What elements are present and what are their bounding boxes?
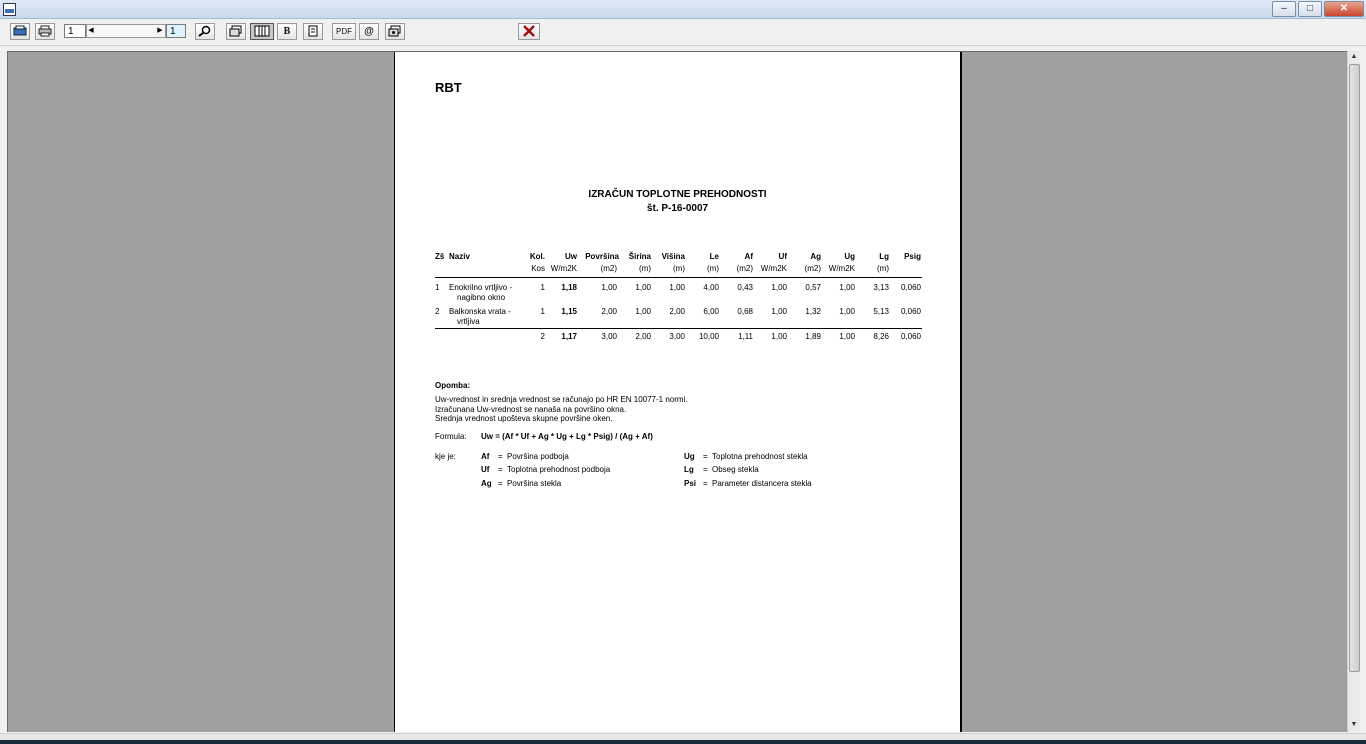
legend-desc: Obseg stekla (712, 465, 759, 474)
page-next-arrow-icon[interactable]: ▶ (157, 27, 163, 34)
page-setup-button[interactable] (226, 23, 246, 40)
minimize-button[interactable]: – (1272, 1, 1296, 17)
page-scroller[interactable] (86, 24, 166, 38)
cell-le: 4,00 (703, 283, 719, 292)
cell-le: 6,00 (703, 307, 719, 316)
open-icon (13, 25, 27, 37)
total-af: 1,11 (738, 332, 753, 341)
cell-naziv-cont: nagibno okno (457, 293, 506, 302)
report-title: IZRAČUN TOPLOTNE PREHODNOSTI (588, 189, 767, 200)
cell-ag: 0,57 (805, 283, 821, 292)
legend-symbol: Lg (684, 465, 694, 474)
cell-uw: 1,15 (561, 307, 577, 316)
cell-zs: 2 (435, 307, 440, 316)
col-header-uw: Uw (565, 252, 577, 261)
col-header-naziv: Naziv (449, 252, 470, 261)
vertical-scrollbar[interactable] (1347, 51, 1360, 731)
legend-desc: Parameter distancera stekla (712, 479, 812, 488)
magnifier-icon (198, 25, 212, 37)
col-header-lg: Lg (879, 252, 889, 261)
export-pdf-button[interactable]: PDF (332, 23, 356, 40)
cell-uw: 1,18 (561, 283, 577, 292)
col-header-le: Le (709, 252, 719, 261)
window-close-button[interactable]: ✕ (1324, 1, 1364, 17)
cell-uf: 1,00 (771, 283, 787, 292)
page-view-button[interactable] (250, 23, 274, 40)
cell-kol: 1 (540, 307, 545, 316)
formula: Uw = (Af * Uf + Ag * Ug + Lg * Psig) / (Ag + Af) (481, 432, 653, 441)
total-ug: 1,00 (839, 332, 855, 341)
cell-povrsina: 2,00 (601, 307, 617, 316)
window-icon (229, 25, 243, 37)
legend-eq: = (498, 452, 503, 461)
col-header-povrsina: Površina (585, 252, 619, 261)
cell-zs: 1 (435, 283, 440, 292)
cell-povrsina: 1,00 (601, 283, 617, 292)
page-total-field: 1 (166, 24, 186, 38)
total-kol: 2 (540, 332, 545, 341)
note-line-1: Uw-vrednost in srednja vrednost se računajo po HR EN 10077-1 normi. (435, 395, 688, 404)
col-header-af: Af (744, 252, 753, 261)
cell-lg: 3,13 (873, 283, 889, 292)
zoom-button[interactable] (195, 23, 215, 40)
document-button[interactable] (303, 23, 323, 40)
col-header-kol: Kol. (529, 252, 545, 261)
scroll-down-icon[interactable]: ▼ (1350, 721, 1358, 728)
page-prev-arrow-icon[interactable]: ◀ (88, 27, 94, 34)
cell-ug: 1,00 (839, 283, 855, 292)
legend-eq: = (703, 465, 708, 474)
total-povrsina: 3,00 (601, 332, 617, 341)
legend-eq: = (498, 465, 503, 474)
note-heading: Opomba: (435, 381, 471, 390)
cell-naziv: Enokrilno vrtljivo - (449, 283, 513, 292)
bold-button[interactable]: B (277, 23, 297, 40)
cell-psig: 0,060 (900, 307, 921, 316)
total-lg: 8,26 (873, 332, 889, 341)
totals-divider (435, 328, 922, 329)
col-header-visina: Višina (661, 252, 685, 261)
col-header-sirina: Širina (628, 252, 651, 261)
unit-le: (m) (707, 264, 719, 273)
cell-naziv: Balkonska vrata - (449, 307, 511, 316)
legend-symbol: Ag (481, 479, 492, 488)
unit-kol: Kos (531, 264, 545, 273)
header-divider (435, 277, 922, 278)
legend-eq: = (703, 452, 708, 461)
cell-visina: 1,00 (669, 283, 685, 292)
legend-desc: Površina stekla (507, 479, 562, 488)
toolbar (0, 19, 1366, 46)
unit-sirina: (m) (639, 264, 651, 273)
legend-desc: Toplotna prehodnost podboja (507, 465, 611, 474)
col-header-uf: Uf (778, 252, 787, 261)
legend-eq: = (498, 479, 503, 488)
col-header-ug: Ug (844, 252, 855, 261)
cell-ug: 1,00 (839, 307, 855, 316)
document-number: št. P-16-0007 (646, 203, 709, 214)
cell-af: 0,43 (737, 283, 753, 292)
cell-sirina: 1,00 (635, 283, 651, 292)
legend-symbol: Uf (481, 465, 490, 474)
col-header-zs: Zš (435, 252, 445, 261)
unit-uw: W/m2K (550, 264, 577, 273)
unit-povrsina: (m2) (600, 264, 617, 273)
legend-eq: = (703, 479, 708, 488)
unit-ug: W/m2K (828, 264, 855, 273)
close-preview-button[interactable] (518, 23, 540, 40)
page-number-input[interactable]: 1 (64, 24, 86, 38)
cell-sirina: 1,00 (635, 307, 651, 316)
unit-visina: (m) (673, 264, 685, 273)
title-bar (0, 0, 1366, 19)
scroll-up-icon[interactable]: ▲ (1350, 53, 1358, 60)
cell-af: 0,68 (737, 307, 753, 316)
note-line-2: Izračunana Uw-vrednost se nanaša na površino okna. (435, 405, 627, 414)
window-settings-icon (388, 25, 402, 37)
cell-uf: 1,00 (771, 307, 787, 316)
report-page (394, 52, 962, 732)
total-sirina: 2,00 (635, 332, 651, 341)
cell-visina: 2,00 (669, 307, 685, 316)
formula-label: Formula: (435, 432, 467, 441)
print-button[interactable] (35, 23, 55, 40)
legend-symbol: Psi (684, 479, 697, 488)
settings-button[interactable] (385, 23, 405, 40)
cell-lg: 5,13 (873, 307, 889, 316)
cell-psig: 0,060 (900, 283, 921, 292)
cell-ag: 1,32 (805, 307, 821, 316)
unit-lg: (m) (877, 264, 889, 273)
open-report-button[interactable] (10, 23, 30, 40)
unit-ag: (m2) (804, 264, 821, 273)
status-strip (0, 733, 1366, 744)
cell-kol: 1 (540, 283, 545, 292)
total-visina: 3,00 (669, 332, 685, 341)
app-icon (3, 3, 16, 16)
cell-naziv-cont: vrtljiva (457, 317, 480, 326)
printer-icon (38, 25, 52, 37)
legend-symbol: Ug (684, 452, 695, 461)
total-ag: 1,89 (805, 332, 821, 341)
total-le: 10,00 (698, 332, 719, 341)
legend-symbol: Af (481, 452, 490, 461)
total-uf: 1,00 (771, 332, 787, 341)
company-name: RBT (435, 80, 462, 95)
document-icon (306, 25, 320, 37)
unit-af: (m2) (736, 264, 753, 273)
col-header-psig: Psig (904, 252, 921, 261)
total-psig: 0,060 (900, 332, 921, 341)
legend-desc: Površina podboja (507, 452, 569, 461)
window-controls (1270, 1, 1364, 17)
grid-view-icon (254, 25, 270, 37)
total-uw: 1,17 (561, 332, 577, 341)
close-icon (522, 25, 536, 37)
maximize-button[interactable]: □ (1298, 1, 1322, 17)
note-line-3: Srednja vrednost upošteva skupne površine oken. (435, 414, 613, 423)
where-label: kje je: (435, 452, 456, 461)
col-header-ag: Ag (810, 252, 821, 261)
scroll-thumb[interactable] (1349, 64, 1360, 672)
email-button[interactable]: @ (359, 23, 379, 40)
legend-desc: Toplotna prehodnost stekla (712, 452, 808, 461)
unit-uf: W/m2K (760, 264, 787, 273)
